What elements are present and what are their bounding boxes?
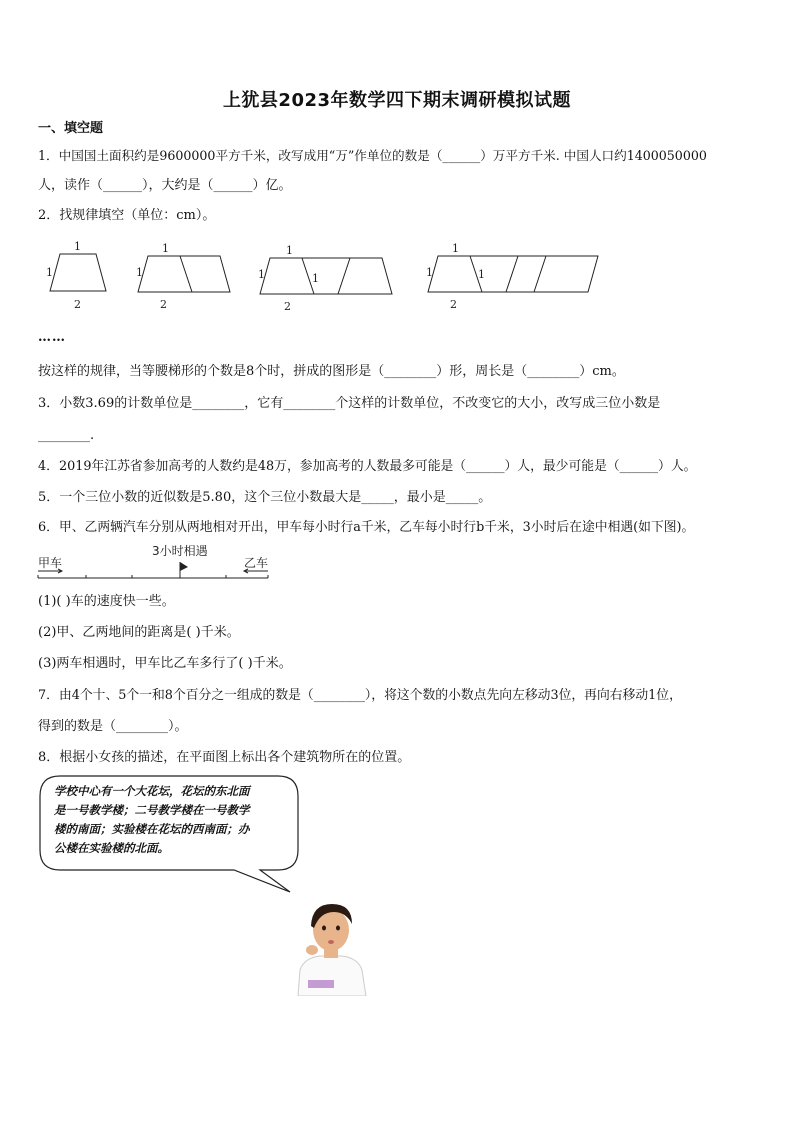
ellipsis-dots: …… bbox=[38, 330, 66, 345]
question-5: 5．一个三位小数的近似数是5.80，这个三位小数最大是_____，最小是_____。 bbox=[38, 490, 492, 505]
question-2-line-1: 2．找规律填空（单位：cm）。 bbox=[38, 208, 216, 223]
meeting-diagram bbox=[36, 542, 276, 582]
label-top: 1 bbox=[286, 244, 293, 257]
label-side: 1 bbox=[258, 268, 265, 281]
label-bottom: 2 bbox=[160, 298, 167, 311]
car-a-label: 甲车 bbox=[38, 556, 63, 570]
label-side: 1 bbox=[426, 266, 433, 279]
question-3-line-1: 3．小数3.69的计数单位是________，它有________个这样的计数单位，不改变它的大小，改写成三位小数是 bbox=[38, 396, 661, 411]
bubble-line: 楼的南面；实验楼在花坛的西南面；办 bbox=[54, 822, 250, 836]
label-side: 1 bbox=[136, 266, 143, 279]
question-7-line-2: 得到的数是（________）。 bbox=[38, 719, 188, 734]
meet-label: 3小时相遇 bbox=[152, 544, 208, 558]
label-bottom: 2 bbox=[74, 298, 81, 311]
label-top: 1 bbox=[452, 242, 459, 255]
question-8-line-1: 8．根据小女孩的描述，在平面图上标出各个建筑物所在的位置。 bbox=[38, 750, 411, 765]
girl-illustration bbox=[290, 898, 372, 996]
trapezoid-pattern-figure bbox=[40, 238, 610, 316]
question-6-line-1: 6．甲、乙两辆汽车分别从两地相对开出，甲车每小时行a千米，乙车每小时行b千米，3小时后在途中相遇(如下图)。 bbox=[38, 520, 695, 535]
label-top: 1 bbox=[162, 242, 169, 255]
car-b-label: 乙车 bbox=[244, 556, 269, 570]
bubble-line: 公楼在实验楼的北面。 bbox=[54, 841, 169, 855]
bubble-line: 是一号教学楼；二号教学楼在一号教学 bbox=[54, 803, 250, 817]
question-6-sub-1: (1)( )车的速度快一些。 bbox=[38, 594, 175, 609]
label-bottom: 2 bbox=[450, 298, 457, 311]
question-1-line-2: 人，读作（______），大约是（______）亿。 bbox=[38, 178, 292, 193]
question-1-line-1: 1．中国国土面积约是9600000平方千米，改写成用“万”作单位的数是（______）万平方千米. 中国人口约1400050000 bbox=[38, 148, 707, 163]
bubble-line: 学校中心有一个大花坛，花坛的东北面 bbox=[54, 784, 250, 798]
question-4: 4．2019年江苏省参加高考的人数约是48万，参加高考的人数最多可能是（______）人，最少可能是（______）人。 bbox=[38, 459, 697, 474]
question-2-line-2: 按这样的规律，当等腰梯形的个数是8个时，拼成的图形是（________）形，周长是（________）cm。 bbox=[38, 364, 625, 379]
section-heading: 一、填空题 bbox=[38, 121, 104, 136]
question-6-sub-3: (3)两车相遇时，甲车比乙车多行了( )千米。 bbox=[38, 656, 292, 671]
label-side: 1 bbox=[46, 266, 53, 279]
label-top: 1 bbox=[74, 240, 81, 253]
label-side: 1 bbox=[478, 268, 485, 281]
bubble-text bbox=[54, 782, 290, 858]
label-side: 1 bbox=[312, 272, 319, 285]
label-bottom: 2 bbox=[284, 300, 291, 313]
page-title: 上犹县2023年数学四下期末调研模拟试题 bbox=[222, 90, 572, 111]
question-6-sub-2: (2)甲、乙两地间的距离是( )千米。 bbox=[38, 625, 240, 640]
question-3-line-2: ________. bbox=[38, 428, 95, 443]
question-7-line-1: 7．由4个十、5个一和8个百分之一组成的数是（________），将这个数的小数点先向左移动3位，再向右移动1位， bbox=[38, 688, 682, 703]
